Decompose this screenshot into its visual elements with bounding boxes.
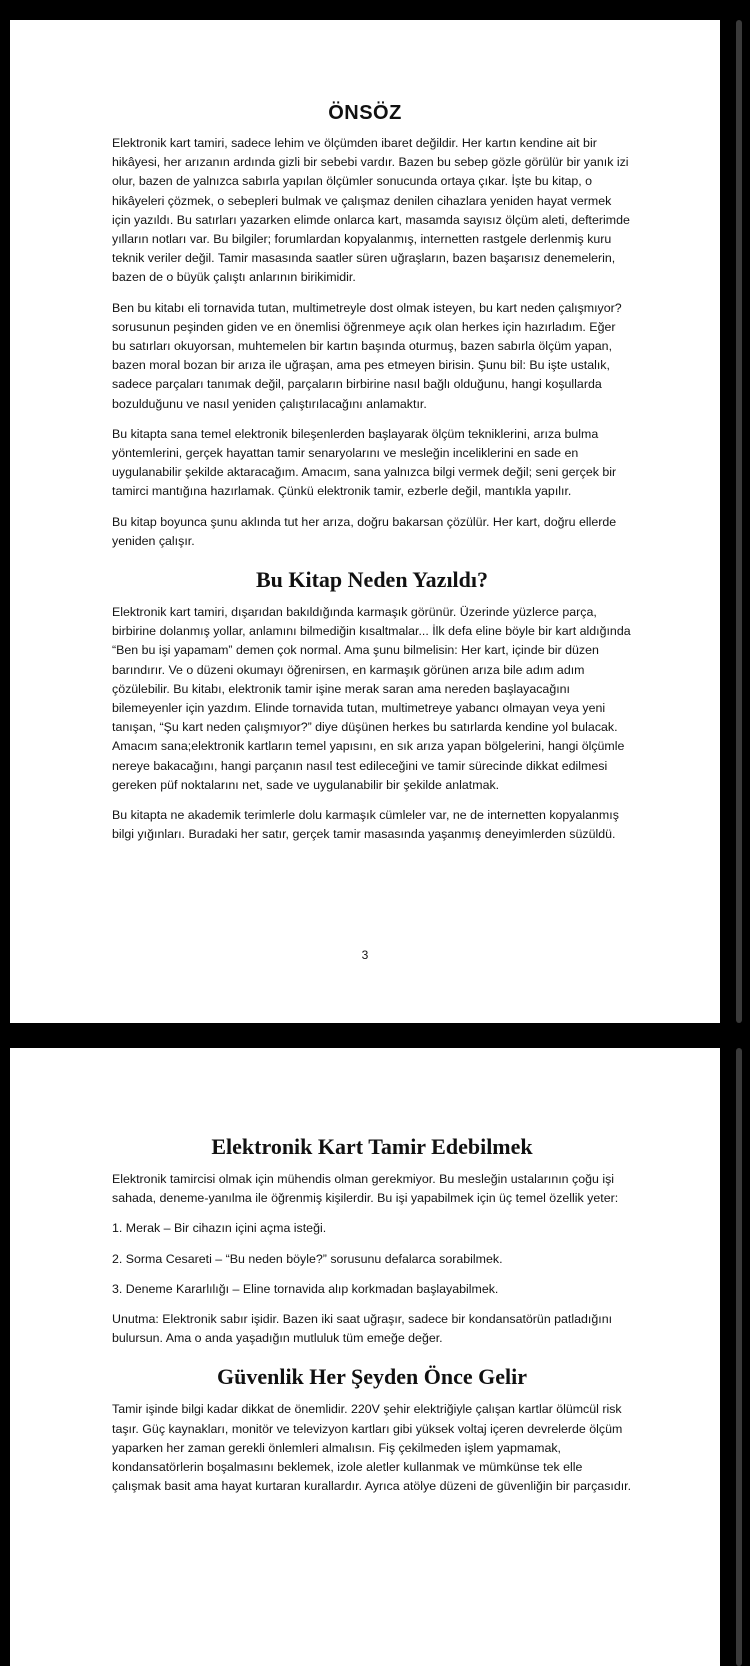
- safety-paragraph: Tamir işinde bilgi kadar dikkat de önemlidir. 220V şehir elektriğiyle çalışan kartlar ölümcül risk taşır. Güç kaynakları, monitör ve televizyon kartları gibi yüksek voltaj içeren devrelerde ölçüm yaparken her zaman gerekli önlemleri almalısın. Fiş çekilmeden işlem yapmamak, kondansatörlerin boşalmasını beklemek, izole aletler kullanmak ve mümkünse tek elle çalışmak basit ama hayat kurtaran kurallardır. Ayrıca atölye düzeni de güvenliğin bir parçasıdır.: [112, 1402, 632, 1494]
- trait-item: 2. Sorma Cesareti – “Bu neden böyle?” sorusunu defalarca sorabilmek.: [112, 1251, 503, 1266]
- preface-paragraph: Elektronik kart tamiri, sadece lehim ve ölçümden ibaret değildir. Her kartın kendine ait bir hikâyesi, her arızanın ardında gizli bir sebebi vardır. Bazen bu sebep gözle görülür bir yanık izi olur, bazen de yalnızca sabırla yapılan ölçümler sonucunda ortaya çıkar. İşte bu kitap, o hikâyeleri çözmek, o sebepleri bulmak ve çalışmaz denilen cihazlara yeniden hayat vermek için yazıldı. Bu satırları yazarken elimde onlarca kart, masamda sayısız ölçüm aleti, defterimde yılların notları var. Bu bilgiler; forumlardan kopyalanmış, internetten rastgele derlenmiş kuru teknik veriler değil. Tamir masasında saatler süren uğraşların, bazen başarısız denemelerin, bazen de o büyük çalıştı anlarının birikimidir.: [112, 136, 630, 285]
- preface-paragraph: Bu kitapta sana temel elektronik bileşenlerden başlayarak ölçüm tekniklerini, arıza bulma yöntemlerini, gerçek hayattan tamir senaryolarını ve mesleğin inceliklerini en sade en uygulanabilir şekilde aktaracağım. Amacım, sana yalnızca bilgi vermek değil; seni gerçek bir tamirci mantığına hazırlamak. Çünkü elektronik tamir, ezberle değil, mantıkla yapılır.: [112, 426, 617, 499]
- why-paragraph: Bu kitapta ne akademik terimlerle dolu karmaşık cümleler var, ne de internetten kopyalanmış bilgi yığınları. Buradaki her satır, gerçek tamir masasında yaşanmış deneyimlerden süzüldü.: [112, 808, 619, 842]
- preface-paragraph: Ben bu kitabı eli tornavida tutan, multimetreyle dost olmak isteyen, bu kart neden çalışmıyor? sorusunun peşinden giden ve en önemlisi öğrenmeye açık olan herkes için hazırladım. Eğer bu satırları okuyorsan, muhtemelen bir kartın başında oturmuş, bazen sabırla ölçüm yapan, bazen moral bozan bir arıza ile uğraşan, ama pes etmeyen birisin. Şunu bil: Bu işte ustalık, sadece parçaları tanımak değil, parçaların birbirine nasıl bağlı olduğunu, hangi koşullarda bozulduğunu ve nasıl yeniden çalıştırılacağını anlamaktır.: [112, 300, 622, 411]
- preface-body: [112, 134, 632, 845]
- preface-title: ÖNSÖZ: [328, 102, 402, 124]
- trait-item: 3. Deneme Kararlılığı – Eline tornavida alıp korkmadan başlayabilmek.: [112, 1281, 499, 1296]
- section-title-repair: Elektronik Kart Tamir Edebilmek: [211, 1134, 533, 1159]
- repair-note: Unutma: Elektronik sabır işidir. Bazen iki saat uğraşır, sadece bir kondansatörün patladığını bulursun. Ama o anda yaşadığın mutluluk tüm emeğe değer.: [112, 1312, 613, 1346]
- document-page-4: [10, 1048, 720, 1666]
- section-title-why: Bu Kitap Neden Yazıldı?: [255, 567, 489, 593]
- document-page-3: [10, 20, 720, 1023]
- scrollbar[interactable]: [736, 1048, 742, 1666]
- preface-paragraph: Bu kitap boyunca şunu aklında tut her arıza, doğru bakarsan çözülür. Her kart, doğru ellerde yeniden çalışır.: [112, 514, 617, 548]
- page-number: 3: [361, 948, 369, 962]
- scrollbar[interactable]: [736, 20, 742, 1023]
- repair-intro: Elektronik tamircisi olmak için mühendis olman gerekmiyor. Bu mesleğin ustalarının çoğu işi sahada, deneme-yanılma ile öğrenmiş kişilerdir. Bu işi yapabilmek için üç temel özellik yeter:: [112, 1172, 619, 1206]
- trait-item: 1. Merak – Bir cihazın içini açma isteği.: [112, 1221, 327, 1236]
- page-body: [112, 1134, 632, 1496]
- why-paragraph: Elektronik kart tamiri, dışarıdan bakıldığında karmaşık görünür. Üzerinde yüzlerce parça, birbirine dolanmış yollar, anlamını bilmediğin kısaltmalar... İlk defa eline böyle bir kart aldığında “Ben bu işi yapamam” demen çok normal. Ama şunu bilmelisin: Her kart, içinde bir düzen barındırır. Ve o düzeni okumayı öğrenirsen, en karmaşık görünen arıza bile adım adım çözülebilir. Bu kitabı, elektronik tamir işine merak saran ama nereden başlayacağını bilemeyenler için yazdım. Elinde tornavida tutan, multimetreye yabancı olmayan veya yeni tanışan, “Şu kart neden çalışmıyor?” diye düşünen herkes bu satırlarda kendine yol bulacak. Amacım sana;elektronik kartların temel yapısını, en sık arıza yapan bölgelerini, hangi ölçümle nereye bakacağını, hangi parçanın nasıl test edileceğini ve tamir sürecinde dikkat edilmesi gereken püf noktalarını net, sade ve uygulanabilir bir şekilde anlatmak.: [112, 605, 631, 792]
- section-title-safety: Güvenlik Her Şeyden Önce Gelir: [216, 1364, 528, 1390]
